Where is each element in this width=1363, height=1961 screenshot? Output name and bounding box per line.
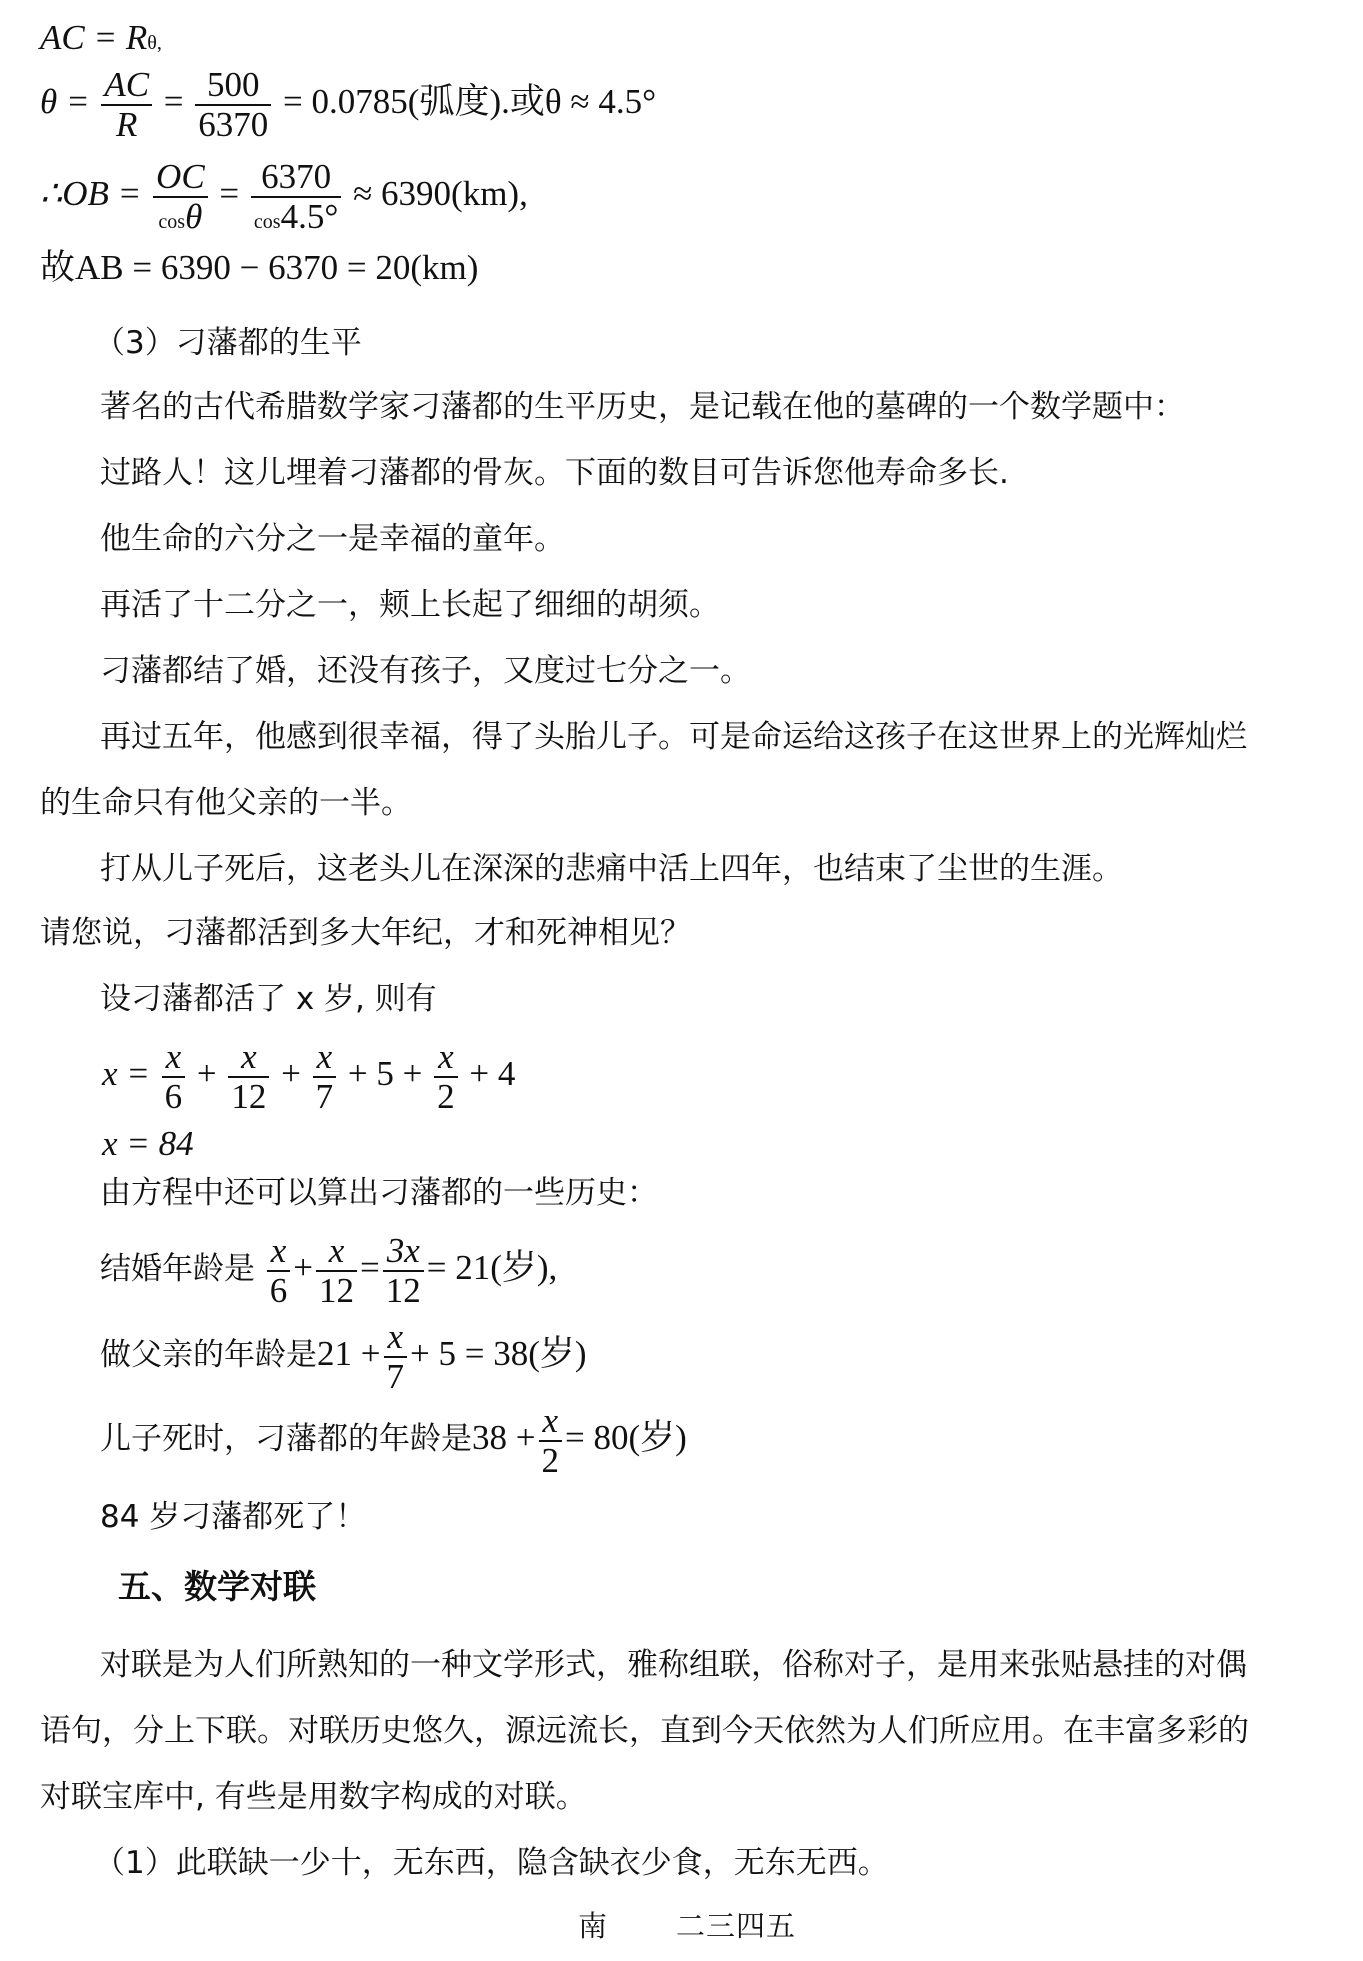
fraction-numerator: x (316, 1232, 357, 1272)
fraction-denominator: 12 (319, 1270, 354, 1310)
fraction-ac-over-r (101, 66, 152, 144)
paragraph: 对联宝库中, 有些是用数字构成的对联。 (40, 1779, 587, 1815)
fraction-denominator: 7 (386, 1356, 404, 1396)
ob-lhs: ∴OB = (40, 173, 142, 213)
paragraph: 他生命的六分之一是幸福的童年。 (100, 521, 565, 557)
conclusion: 84 岁刁藩都死了！ (100, 1499, 367, 1535)
equals-sign: = (163, 81, 184, 121)
ab-text: 故AB = 6390 − 6370 = 20(km) (40, 248, 479, 287)
section-heading: 五、数学对联 (118, 1567, 316, 1606)
fraction-x-over-6 (267, 1232, 291, 1310)
fraction-x-over-12 (316, 1232, 357, 1310)
fraction-denominator: 12 (231, 1076, 267, 1116)
marriage-label: 结婚年龄是 (100, 1250, 255, 1287)
fraction-denominator: 6370 (198, 104, 269, 144)
fraction-numerator: x (267, 1232, 291, 1272)
paragraph: 刁藩都结了婚，还没有孩子，又度过七分之一。 (100, 653, 751, 689)
equation-theta (40, 66, 656, 144)
fraction-denominator: 2 (541, 1440, 559, 1480)
theta-lhs: θ = (40, 81, 90, 121)
father-age (100, 1318, 587, 1396)
fraction-x-over-6 (162, 1038, 186, 1116)
angle-value: 4.5° (280, 196, 339, 236)
father-result: + 5 = 38(岁) (410, 1333, 587, 1373)
marriage-result: = 21(岁), (426, 1247, 558, 1287)
son-death-age (100, 1402, 687, 1480)
equals-sign: = (360, 1247, 380, 1287)
paragraph: 过路人！这儿埋着刁藩都的骨灰。下面的数目可告诉您他寿命多长. (100, 455, 1009, 491)
solution-line: x = 84 (102, 1124, 194, 1163)
son-death-pre: 38 + (472, 1417, 536, 1457)
theta-result: = 0.0785(弧度).或θ ≈ 4.5° (283, 81, 657, 121)
fraction-x-over-12 (228, 1038, 269, 1116)
equation-ob (40, 158, 528, 236)
fraction-numerator: OC (153, 158, 208, 198)
equation-ac (40, 18, 162, 58)
fraction-numerator: 3x (383, 1232, 424, 1272)
fraction-500-over-6370 (195, 66, 271, 144)
fraction-numerator: x (162, 1038, 186, 1078)
son-death-label: 儿子死时，刁藩都的年龄是 (100, 1420, 472, 1457)
equation-ac-subscript: θ, (147, 32, 162, 54)
plus-sign: + (281, 1053, 301, 1093)
diophantus-equation (102, 1038, 515, 1116)
fraction-numerator: x (313, 1038, 337, 1078)
fraction-denominator (251, 198, 341, 236)
paragraph: 再过五年，他感到很幸福，得了头胎儿子。可是命运给这孩子在这世界上的光辉灿烂 (100, 719, 1247, 755)
couplet-right: 二三四五 (676, 1909, 797, 1943)
fraction-numerator: 500 (195, 66, 271, 106)
fraction-numerator: x (539, 1402, 563, 1442)
section-title: （3）刁藩都的生平 (94, 325, 362, 361)
fraction-denominator: R (115, 104, 138, 144)
fraction-denominator: 6 (164, 1076, 183, 1116)
list-item: （1）此联缺一少十，无东西，隐含缺衣少食，无东无西。 (94, 1845, 889, 1881)
fraction-numerator: x (228, 1038, 269, 1078)
paragraph: 著名的古代希腊数学家刁藩都的生平历史，是记载在他的墓碑的一个数学题中： (100, 389, 1185, 425)
father-pre: 21 + (317, 1333, 381, 1373)
son-death-result: = 80(岁) (565, 1417, 687, 1457)
equation-ab (40, 248, 478, 288)
fraction-6370-over-cos (251, 158, 341, 236)
fraction-x-over-2 (434, 1038, 458, 1116)
plus-sign: + (293, 1247, 313, 1287)
equation-lhs: x = (102, 1053, 150, 1093)
paragraph: 请您说，刁藩都活到多大年纪，才和死神相见？ (40, 915, 691, 951)
cos-label: cos (253, 210, 281, 233)
history-intro: 由方程中还可以算出刁藩都的一些历史： (100, 1175, 658, 1211)
paragraph: 语句，分上下联。对联历史悠久，源远流长，直到今天依然为人们所应用。在丰富多彩的 (40, 1713, 1249, 1749)
fraction-denominator (153, 198, 208, 236)
fraction-x-over-7 (384, 1318, 408, 1396)
plus-five: + 5 + (347, 1053, 423, 1093)
fraction-denominator: 6 (269, 1270, 288, 1310)
ob-result: ≈ 6390(km), (353, 173, 528, 213)
equation-ac-text: AC = R (40, 18, 148, 57)
fraction-x-over-2 (539, 1402, 563, 1480)
fraction-x-over-7 (313, 1038, 337, 1116)
fraction-numerator: x (384, 1318, 408, 1358)
theta-symbol: θ (185, 196, 203, 236)
fraction-denominator: 7 (315, 1076, 334, 1116)
plus-four: + 4 (469, 1053, 516, 1093)
paragraph: 的生命只有他父亲的一半。 (40, 785, 412, 821)
couplet-left: 南 (578, 1909, 609, 1943)
paragraph: 再活了十二分之一，颊上长起了细细的胡须。 (100, 587, 720, 623)
plus-sign: + (196, 1053, 217, 1093)
setup-line: 设刁藩都活了 x 岁, 则有 (100, 981, 437, 1017)
equals-sign: = (219, 173, 240, 213)
father-label: 做父亲的年龄是 (100, 1336, 317, 1373)
cos-label: cos (158, 210, 186, 233)
fraction-3x-over-12 (383, 1232, 424, 1310)
fraction-numerator: 6370 (251, 158, 341, 198)
fraction-denominator: 12 (385, 1270, 421, 1310)
fraction-numerator: AC (101, 66, 152, 106)
marriage-age (100, 1232, 557, 1310)
fraction-oc-over-cos-theta (153, 158, 208, 236)
paragraph: 打从儿子死后，这老头儿在深深的悲痛中活上四年，也结束了尘世的生涯。 (100, 851, 1123, 887)
fraction-numerator: x (434, 1038, 458, 1078)
paragraph: 对联是为人们所熟知的一种文学形式，雅称组联，俗称对子，是用来张贴悬挂的对偶 (100, 1647, 1247, 1683)
fraction-denominator: 2 (437, 1076, 455, 1116)
